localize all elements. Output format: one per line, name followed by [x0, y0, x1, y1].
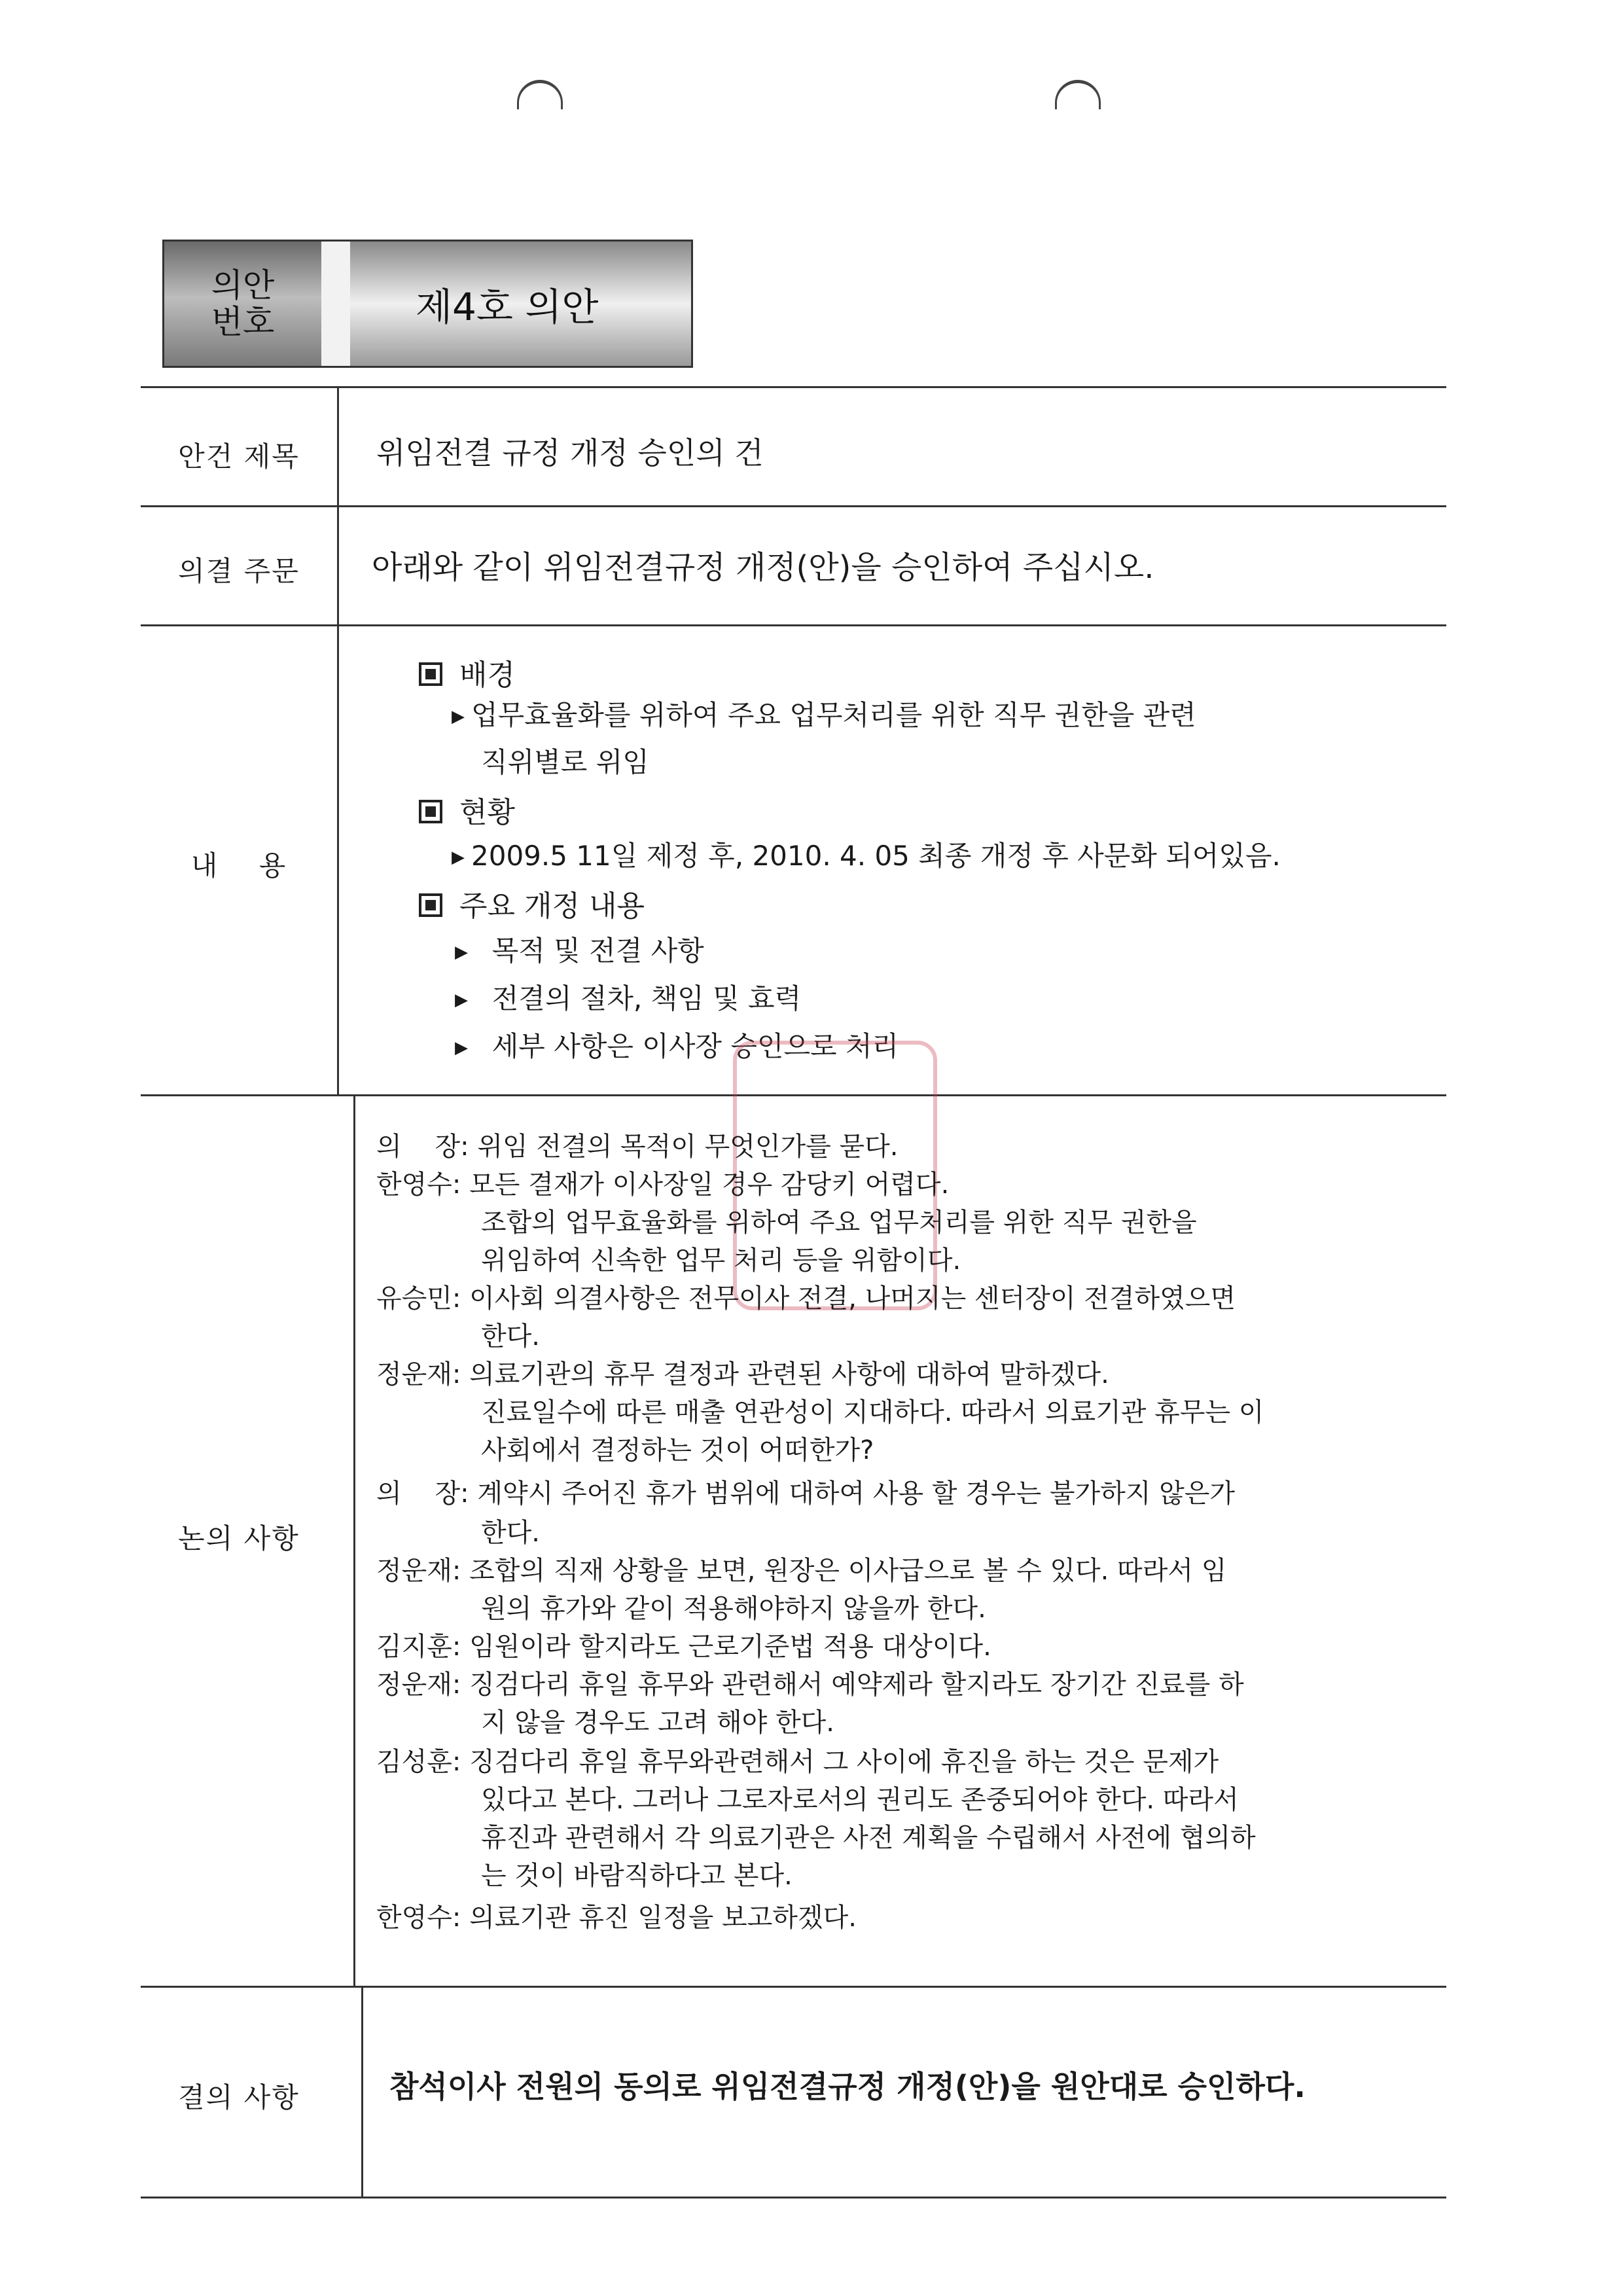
checkbox-square-icon — [419, 893, 442, 917]
section-heading: 현황 — [419, 789, 515, 831]
triangle-bullet-icon: ▶ — [455, 990, 468, 1010]
agenda-number-box — [162, 240, 693, 368]
discussion-line: 지 않을 경우도 고려 해야 한다. — [481, 1708, 834, 1738]
content-item: ▶ 업무효율화를 위하여 주요 업무처리를 위한 직무 권한을 관련 — [452, 699, 1196, 731]
discussion-label: 논의 사항 — [178, 1522, 300, 1554]
discussion-line: 는 것이 바람직하다고 본다. — [481, 1861, 793, 1891]
discussion-line: 위임하여 신속한 업무 처리 등을 위함이다. — [481, 1246, 961, 1276]
discussion-line: 한다. — [481, 1321, 540, 1352]
discussion-line: 조합의 업무효율화를 위하여 주요 업무처리를 위한 직무 권한을 — [481, 1208, 1197, 1238]
decision-label: 결의 사항 — [178, 2081, 300, 2113]
resolution-request-label: 의결 주문 — [178, 555, 300, 587]
discussion-line: 휴진과 관련해서 각 의료기관은 사전 계획을 수립해서 사전에 협의하 — [481, 1823, 1256, 1853]
agenda-number-value: 제4호 의안 — [350, 242, 691, 366]
content-item: ▶ 전결의 절차, 책임 및 효력 — [455, 982, 802, 1014]
discussion-line: 한영수: 모든 결재가 이사장일 경우 감당키 어렵다. — [376, 1170, 950, 1200]
content-item: ▶ 세부 사항은 이사장 승인으로 처리 — [455, 1030, 899, 1062]
content-item: ▶ 2009.5 11일 제정 후, 2010. 4. 05 최종 개정 후 사문화 되어있음. — [452, 840, 1281, 872]
checkbox-square-icon — [419, 662, 442, 686]
triangle-bullet-icon: ▶ — [455, 1038, 468, 1058]
discussion-line: 정운재: 조합의 직재 상황을 보면, 원장은 이사급으로 볼 수 있다. 따라서 임 — [376, 1556, 1227, 1586]
column-divider — [353, 1094, 355, 1986]
discussion-line: 진료일수에 따른 매출 연관성이 지대하다. 따라서 의료기관 휴무는 이 — [481, 1397, 1264, 1427]
discussion-line: 의 장: 계약시 주어진 휴가 범위에 대하여 사용 할 경우는 불가하지 않은가 — [376, 1479, 1236, 1509]
triangle-bullet-icon: ▶ — [452, 707, 465, 726]
discussion-line: 의 장: 위임 전결의 목적이 무엇인가를 묻다. — [376, 1132, 899, 1162]
table-bottom-border — [141, 2197, 1446, 2198]
agenda-label-line2: 번호 — [211, 303, 275, 341]
decision-value: 참석이사 전원의 동의로 위임전결규정 개정(안)을 원안대로 승인하다. — [389, 2069, 1306, 2104]
section-heading: 배경 — [419, 651, 515, 693]
section-heading: 주요 개정 내용 — [419, 882, 645, 924]
discussion-line: 있다고 본다. 그러나 그로자로서의 권리도 존중되어야 한다. 따라서 — [481, 1785, 1239, 1815]
triangle-bullet-icon: ▶ — [452, 848, 465, 867]
content-label: 내 용 — [190, 850, 287, 882]
discussion-line: 정운재: 의료기관의 휴무 결정과 관련된 사항에 대하여 말하겠다. — [376, 1359, 1109, 1390]
discussion-line: 원의 휴가와 같이 적용해야하지 않을까 한다. — [481, 1594, 986, 1624]
column-divider — [361, 1986, 363, 2197]
triangle-bullet-icon: ▶ — [455, 942, 468, 962]
discussion-line: 사회에서 결정하는 것이 어떠한가? — [481, 1435, 874, 1465]
content-item: ▶ 목적 및 전결 사항 — [455, 935, 704, 967]
checkbox-square-icon — [419, 800, 442, 823]
discussion-line: 유승민: 이사회 의결사항은 전무이사 전결, 나머지는 센터장이 전결하였으면 — [376, 1283, 1236, 1314]
discussion-line: 한다. — [481, 1518, 540, 1548]
title-value: 위임전결 규정 개정 승인의 건 — [376, 435, 764, 471]
agenda-box-divider — [321, 242, 350, 366]
punch-hole-left — [517, 80, 563, 109]
row-divider — [141, 1986, 1446, 1988]
title-label: 안건 제목 — [178, 440, 300, 473]
agenda-number-label — [164, 242, 321, 366]
agenda-label-line1: 의안 — [211, 266, 275, 304]
discussion-line: 한영수: 의료기관 휴진 일정을 보고하겠다. — [376, 1903, 857, 1933]
punch-hole-right — [1055, 80, 1101, 109]
discussion-line: 김지훈: 임원이라 할지라도 근로기준법 적용 대상이다. — [376, 1632, 991, 1662]
discussion-line: 정운재: 징검다리 휴일 휴무와 관련해서 예약제라 할지라도 장기간 진료를 하 — [376, 1670, 1244, 1700]
column-divider — [337, 386, 339, 1094]
discussion-line: 김성훈: 징검다리 휴일 휴무와관련해서 그 사이에 휴진을 하는 것은 문제가 — [376, 1747, 1219, 1777]
content-item: 직위별로 위임 — [481, 746, 649, 778]
resolution-request-value: 아래와 같이 위임전결규정 개정(안)을 승인하여 주십시오. — [372, 549, 1154, 586]
